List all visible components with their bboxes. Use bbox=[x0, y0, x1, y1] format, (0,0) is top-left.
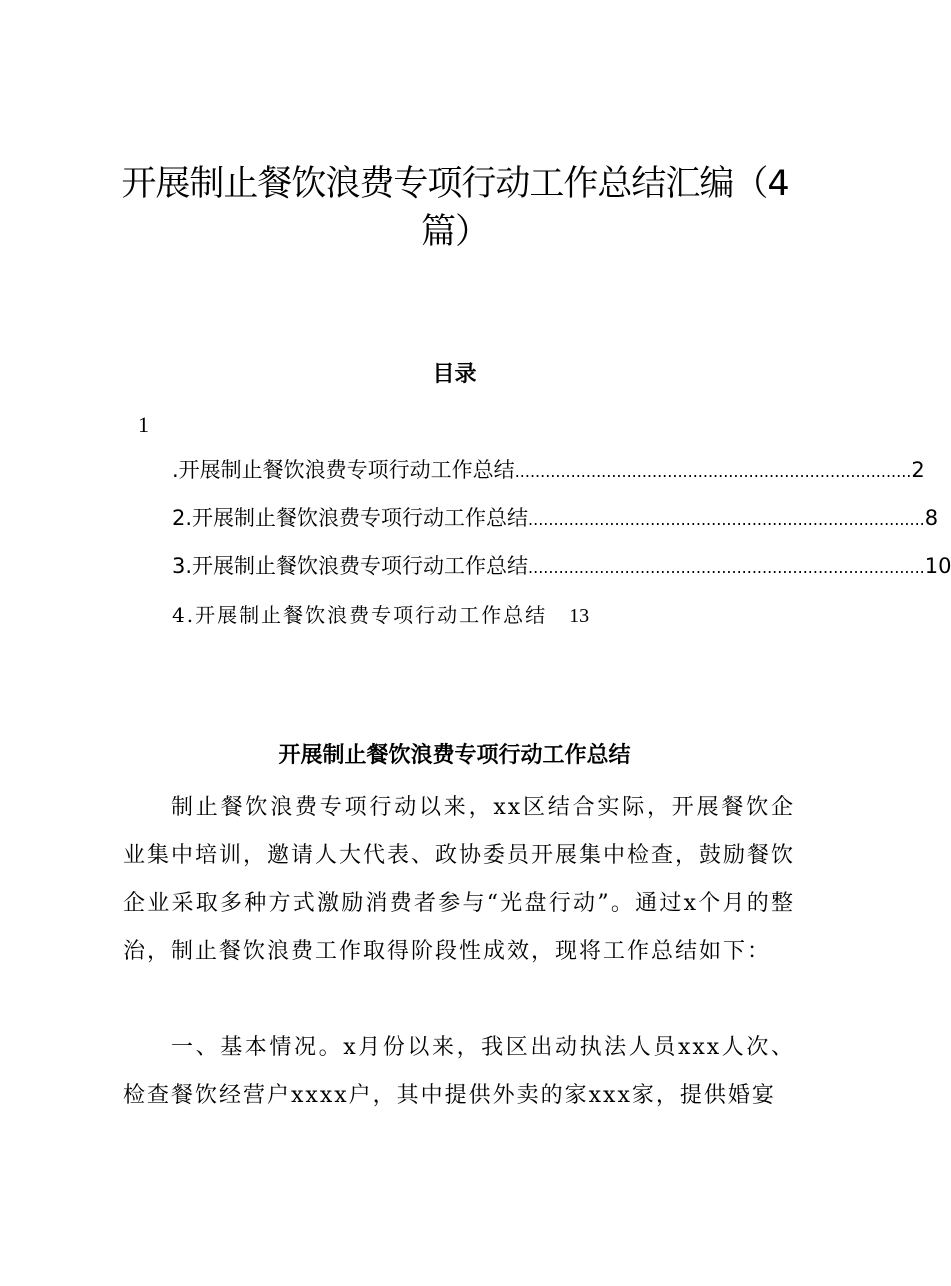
toc-entry-page: 13 bbox=[569, 605, 590, 627]
body-paragraph: 一、基本情况。x月份以来，我区出动执法人员xxx人次、检查餐饮经营户xxxx户，其中提供外卖的家xxx家，提供婚宴 bbox=[123, 1035, 795, 1108]
body-paragraph: 制止餐饮浪费专项行动以来，xx区结合实际，开展餐饮企业集中培训，邀请人大代表、政协委员开展集中检查，鼓励餐饮企业采取多种方式激励消费者参与“光盘行动”。通过x个月的整治，制止餐饮浪费工作取得阶段性成效，现将工作总结如下： bbox=[123, 795, 796, 964]
toc-entry-page: 8 bbox=[924, 506, 939, 530]
toc-entry-label: 3.开展制止餐饮浪费专项行动工作总结 bbox=[172, 554, 529, 578]
toc-entry[interactable] bbox=[172, 503, 939, 535]
toc-entry-page: 2 bbox=[911, 458, 925, 482]
toc-leader-dots: .............................................................................. bbox=[528, 558, 925, 577]
toc-marker: 1 bbox=[138, 412, 149, 437]
document-title: 开展制止餐饮浪费专项行动工作总结汇编（4篇） bbox=[121, 164, 789, 252]
section-title: 开展制止餐饮浪费专项行动工作总结 bbox=[278, 742, 631, 768]
toc-heading: 目录 bbox=[432, 361, 477, 387]
toc-entry-label: .开展制止餐饮浪费专项行动工作总结 bbox=[172, 458, 515, 482]
toc-leader-dots: .............................................................................. bbox=[528, 510, 925, 529]
toc-entry-label: 4.开展制止餐饮浪费专项行动工作总结 bbox=[172, 603, 548, 627]
toc-entry[interactable] bbox=[172, 455, 925, 487]
toc-entry-label: 2.开展制止餐饮浪费专项行动工作总结 bbox=[172, 506, 529, 530]
toc-entry[interactable] bbox=[172, 600, 589, 631]
toc-entry-page: 10 bbox=[924, 554, 951, 578]
toc-entry[interactable] bbox=[172, 551, 951, 583]
toc-leader-dots: .............................................................................. bbox=[514, 462, 912, 481]
